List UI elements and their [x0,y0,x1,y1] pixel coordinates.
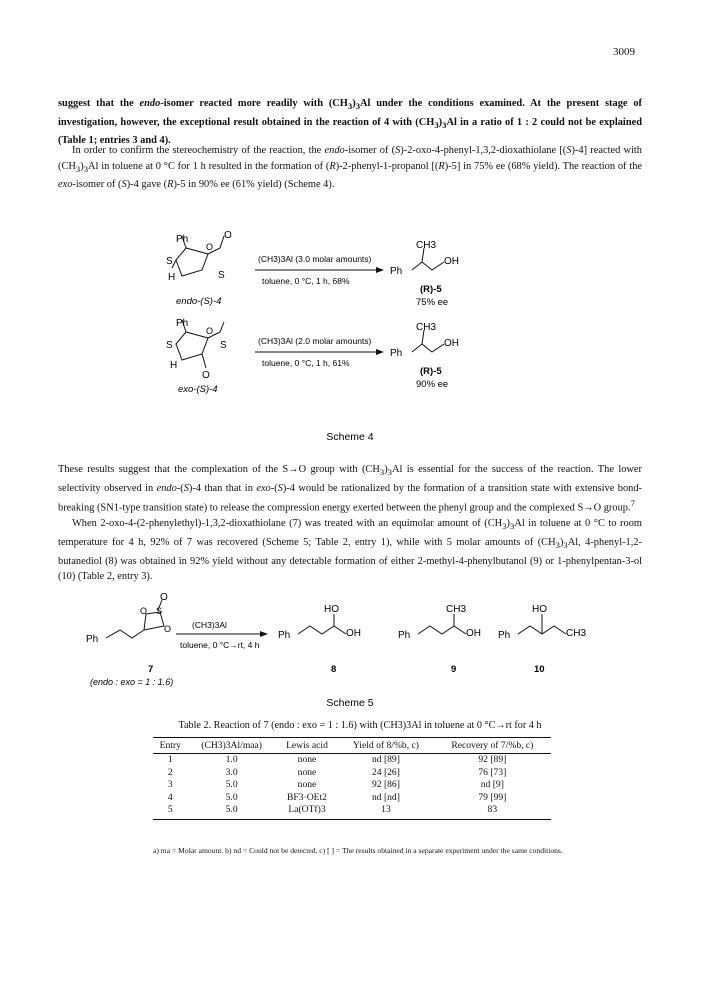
cell-yield: 13 [338,804,434,819]
cell-yield: nd [89] [371,754,400,765]
top-conditions: toluene, 0 °C, 1 h, 68% [262,276,350,286]
compound-10-structure [518,614,566,634]
text-run: -( [176,482,184,494]
cell-lewis-acid: none [297,766,317,778]
bottom-reagent: (CH3)3Al (2.0 molar amounts) [258,336,372,346]
cell-lewis-acid: BF3·OEt2 [286,791,327,803]
bottom-ee: 90% ee [416,379,449,390]
compound-9-structure [418,614,466,634]
c7-label: 7 [148,664,154,675]
scheme5-reagent: (CH3)3Al [192,620,227,630]
c8-ho: HO [324,604,339,615]
cell-lewis-acid: La(OTf)3 [276,804,338,819]
table-row [153,779,551,792]
bottom-arrowhead [376,349,384,355]
text-run: -isomer of ( [344,145,396,156]
page-number: 3009 [613,46,635,58]
bottom-ring-bonds [176,332,208,360]
bottom-o-bond [202,354,206,368]
c9-oh: OH [466,628,481,639]
text-run: 3 [379,467,385,478]
cell-entry: 3 [167,779,173,791]
table2-footnote: a) ma = Molar amount. b) nd = Could not be detected. c) [ ] = The results obtained in a separate experiment under the same conditions. [153,846,563,855]
bottom-product-label: (R)-5 [420,366,442,377]
text-run: )-5 in 90% ee (61% yield) (Scheme 4). [173,179,335,191]
col-header-al: (CH3)3Al/maa) [188,738,276,754]
text-run: S [395,145,401,156]
text-run: exo [256,482,271,494]
cell-recovery: 83 [434,804,551,819]
cell-lewis-acid: none [297,779,317,791]
cell-entry: 1 [167,754,173,765]
paragraph-discussion [58,462,642,585]
table-row [153,804,551,819]
c8-chain [298,626,346,634]
text-run: S [121,179,127,191]
c7-o-exo: O [160,592,168,603]
scheme5-arrowhead [260,631,268,637]
cell-entry: 2 [167,766,173,778]
cell-entry: 5 [153,804,188,819]
table2-caption: Table 2. Reaction of 7 (endo : exo = 1 : 1.6) with (CH3)3Al in toluene at 0 °C→rt for 4 h [178,720,542,731]
bottom-s: S [220,340,227,351]
col-header-entry: Entry [153,738,188,754]
text-run: -isomer reacted more readily with (CH [160,98,348,109]
text-run: ) [559,537,564,548]
cell-recovery: nd [9] [480,779,504,791]
text-run: endo [324,145,345,156]
text-run: Al, 4-phenyl-1,2-butanediol (8) was obtained in 92% yield without any detectable formation of either 2-methyl-4-phenylbutanol (9) or 1-phenylpentan-3-ol (10) (Table 2, entry 3). [58,537,642,583]
bottom-product-chain [412,344,444,352]
bottom-conditions: toluene, 0 °C, 1 h, 61% [262,358,350,368]
c7-ph: Ph [86,634,99,645]
text-run: R [438,160,445,172]
scheme5-caption: Scheme 5 [326,697,374,709]
text-run: S [277,482,283,494]
text-run: 3 [509,521,515,532]
text-run: Al in a ratio of 1 : 2 could not be explained (Table 1; entries 3 and 4). [58,116,642,147]
text-run: endo [156,482,177,494]
text-run: R [167,179,174,191]
col-header-yield: Yield of 8/%b, c) [338,738,434,754]
paragraph-3-text [58,462,642,516]
cell-al: 5.0 [225,779,238,791]
intro-paragraph [58,96,642,149]
c7-s: S [156,606,163,616]
bottom-o-exo: O [202,370,210,381]
bottom-product-structure [412,330,444,352]
bottom-product-ch3: CH3 [416,322,437,333]
c8-oh: OH [346,628,361,639]
top-sm-label: endo-(S)-4 [176,296,222,307]
text-run: -isomer of ( [72,179,122,191]
top-product-oh: OH [444,256,459,267]
text-run: Al in toluene at 0 °C for 1 h resulted in the formation of ( [88,160,330,172]
bottom-ph: Ph [176,318,189,329]
text-run: S [566,145,572,156]
table-2 [153,737,551,820]
c8-ph: Ph [278,630,291,641]
c9-label: 9 [451,664,457,675]
text-run: 3 [502,521,507,532]
c7-o2: O [164,624,172,634]
text-run: exo [58,179,73,191]
cell-al: 1.0 [225,754,238,765]
text-run: 3 [83,163,89,174]
c8-label: 8 [331,664,337,675]
text-run: 3 [555,540,560,551]
paragraph-4-text [58,516,642,585]
bottom-product-ph: Ph [390,348,403,359]
text-run: 3 [434,119,439,130]
text-run: )-2-oxo-4-phenyl-1,3,2-dioxathiolane [( [400,145,567,156]
text-run: R [329,160,336,172]
text-run: )-5] in 75% ee (68% yield). The reaction of the [444,160,642,172]
c9-ch3: CH3 [446,604,467,615]
bottom-product-oh: OH [444,338,459,349]
top-reagent: (CH3)3Al (3.0 molar amounts) [258,254,372,264]
bottom-s-ring: S [166,340,173,351]
scheme4-caption: Scheme 4 [326,431,374,443]
cell-yield: 24 [26] [371,766,400,778]
top-product-chain [412,262,444,270]
text-run: In order to confirm the stereochemistry of the reaction, the [72,145,325,156]
text-run: 3 [355,101,361,112]
text-run: S [183,482,189,494]
text-run: )-4 would be rationalized by the formation of a transition state with extensive bond-breaking (SN1-type transition state) to release the compression energy exerted between the phenyl group and the complexed S→O group. [58,482,643,514]
top-ee: 75% ee [416,297,449,308]
c7-chain [106,630,144,638]
col-header-lewis-acid: Lewis acid [276,738,338,754]
text-run: Al is essential for the success of the reaction. The lower selectivity observed in [58,464,642,494]
top-product-ph: Ph [390,266,403,277]
text-run: ) [438,116,443,128]
cell-entry: 4 [167,791,173,803]
text-run: ) [506,518,510,530]
text-run: endo [139,98,161,109]
bottom-o-ring: O [206,326,214,336]
text-run: 3 [387,467,392,478]
top-ring-bonds [176,248,208,276]
text-run: -( [270,482,278,494]
text-run: Al in toluene at 0 °C to room temperature for 4 h, 92% of 7 was recovered (Scheme 5; Table 2, entry 1), while with 5 molar amounts of (CH [58,518,642,548]
cell-lewis-acid: none [297,754,317,765]
table-header-row [153,738,551,754]
text-run: )-4 gave ( [126,179,168,191]
top-product-label: (R)-5 [420,284,442,295]
cell-yield: nd [nd] [371,791,400,803]
text-run: When 2-oxo-4-(2-phenylethyl)-1,3,2-dioxathiolane (7) was treated with an equimolar amount of (CH [72,518,503,530]
compound-8-structure [298,614,346,634]
c10-label: 10 [534,664,545,675]
table-row [153,754,551,767]
top-ph: Ph [176,234,189,245]
text-run: These results suggest that the complexation of the S→O group with (CH [58,464,380,475]
scheme5-conditions: toluene, 0 °C→rt, 4 h [180,640,260,650]
cell-recovery: 92 [89] [478,754,507,765]
c10-ph: Ph [498,630,511,641]
cell-recovery: 79 [99] [478,791,507,803]
c9-chain [418,626,466,634]
text-run: )-4 than that in [188,482,257,494]
scheme-4 [150,228,510,448]
top-s: S [218,270,225,281]
text-run: 3 [347,101,353,112]
text-run: ) [384,464,388,475]
top-product-structure [412,248,444,270]
c7-ratio: (endo : exo = 1 : 1.6) [90,677,174,687]
top-h: H [168,272,176,283]
top-product-ch3: CH3 [416,240,437,251]
text-run: 3 [75,163,81,174]
text-run: 3 [442,119,447,130]
top-o-ring: O [206,242,214,252]
intro-text [58,96,642,149]
cell-al: 3.0 [225,766,238,778]
top-o-exo: O [224,230,232,241]
text-run: Al under the conditions examined. At the present stage of investigation, however, the exceptional result obtained in the reaction of 4 with (CH [58,98,642,128]
c7-o1: O [140,606,148,616]
cell-al: 5.0 [188,804,276,819]
text-run: )-4] reacted with (CH [58,145,643,172]
c10-ch3: CH3 [566,628,587,639]
paragraph-2-text [58,143,642,193]
text-run: ) [352,98,356,109]
c10-ho: HO [532,604,547,615]
col-header-recovery: Recovery of 7/%b, c) [434,738,551,754]
cell-recovery: 76 [73] [478,766,507,778]
top-arrowhead [376,267,384,273]
table-row [153,767,551,780]
paragraph-stereochemistry [58,143,642,193]
scheme-5 [84,592,624,712]
top-s-ring: S [166,256,173,267]
cell-al: 5.0 [225,791,238,803]
text-run: 7 [630,498,635,509]
bottom-h: H [170,360,178,371]
text-run: )-2-phenyl-1-propanol [( [335,160,439,172]
text-run: 3 [563,540,568,551]
cell-yield: 92 [86] [371,779,400,791]
bottom-sm-label: exo-(S)-4 [178,384,218,395]
text-run: suggest that the [58,98,140,109]
text-run: ) [80,160,84,172]
table-row [153,792,551,805]
c9-ph: Ph [398,630,411,641]
